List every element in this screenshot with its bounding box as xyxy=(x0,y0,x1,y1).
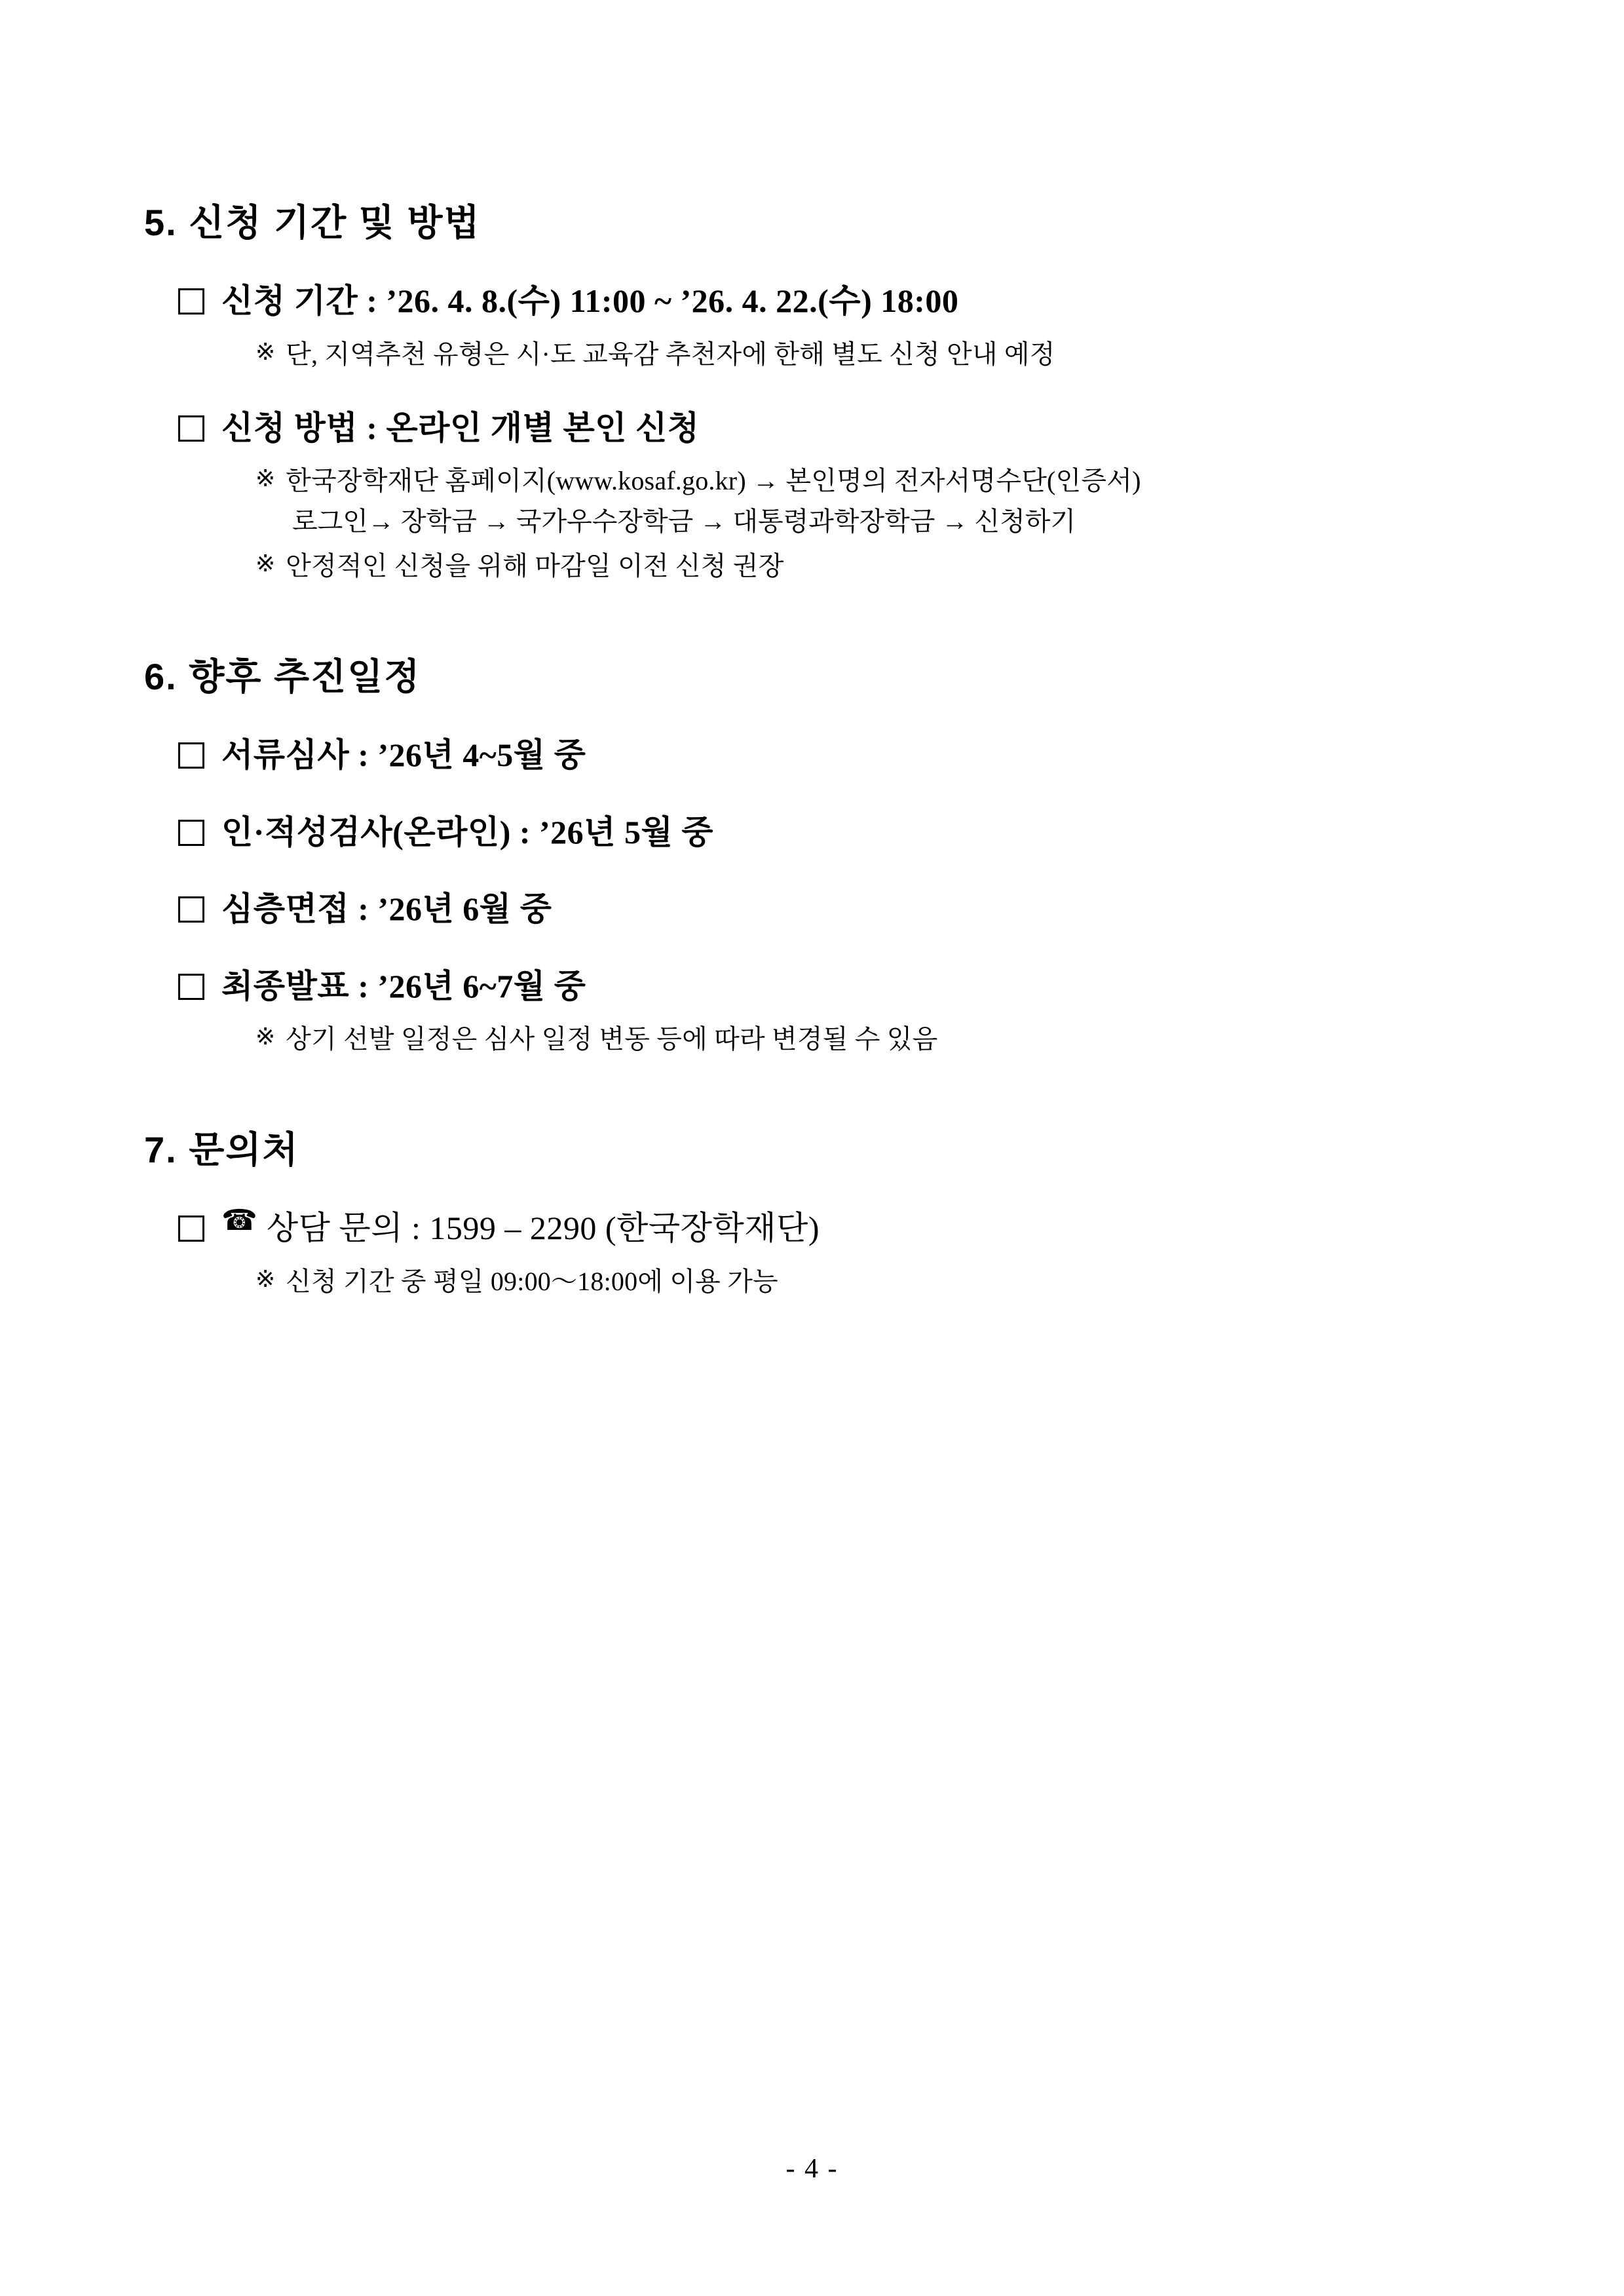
checkbox-icon xyxy=(178,288,204,315)
checkbox-icon xyxy=(178,1215,204,1242)
bullet-label: 신청 기간 : ’26. 4. 8.(수) 11:00 ~ ’26. 4. 22.(수) 18:00 xyxy=(221,282,959,319)
note-text: 안정적인 신청을 위해 마감일 이전 신청 권장 xyxy=(286,551,784,581)
bullet-label: 최종발표 : ’26년 6~7월 중 xyxy=(221,967,586,1004)
note-text-continued: 로그인→ 장학금 → 국가우수장학금 → 대통령과학장학금 → 신청하기 xyxy=(292,507,1076,536)
reference-mark-icon: ※ xyxy=(255,1265,276,1292)
page-number: - 4 - xyxy=(785,2154,839,2184)
note-line xyxy=(144,547,1480,585)
section-heading-7: 7. 문의처 xyxy=(144,1129,299,1170)
section-heading-5: 5. 신청 기간 및 방법 xyxy=(144,202,481,243)
bullet-item-application-method xyxy=(144,406,1480,451)
note-text: 상기 선발 일정은 심사 일정 변동 등에 따라 변경될 수 있음 xyxy=(286,1024,938,1054)
checkbox-icon xyxy=(178,742,204,769)
reference-mark-icon: ※ xyxy=(255,338,276,365)
bullet-item-document-review xyxy=(144,733,1480,778)
note-text: 단, 지역추천 유형은 시·도 교육감 추천자에 한해 별도 신청 안내 예정 xyxy=(286,339,1055,369)
bullet-label: 신청 방법 : 온라인 개별 본인 신청 xyxy=(221,409,700,446)
note-line xyxy=(144,462,1480,500)
reference-mark-icon: ※ xyxy=(255,1024,276,1050)
telephone-icon: ☎ xyxy=(221,1204,257,1236)
note-text: 신청 기간 중 평일 09:00～18:00에 이용 가능 xyxy=(286,1266,778,1296)
checkbox-icon xyxy=(178,896,204,923)
bullet-item-contact xyxy=(144,1206,1480,1251)
bullet-item-application-period xyxy=(144,279,1480,324)
bullet-label: 인·적성검사(온라인) : ’26년 5월 중 xyxy=(221,813,714,851)
checkbox-icon xyxy=(178,974,204,1000)
bullet-item-final-announcement xyxy=(144,965,1480,1009)
section-heading-6: 6. 향후 추진일정 xyxy=(144,656,421,697)
checkbox-icon xyxy=(178,820,204,846)
note-text: 한국장학재단 홈페이지(www.kosaf.go.kr) → 본인명의 전자서명수단(인증서) xyxy=(286,466,1141,495)
bullet-label: 상담 문의 : 1599 – 2290 (한국장학재단) xyxy=(266,1210,820,1246)
checkbox-icon xyxy=(178,415,204,442)
bullet-item-aptitude-test xyxy=(144,811,1480,855)
bullet-label: 심층면접 : ’26년 6월 중 xyxy=(221,890,552,927)
bullet-item-in-depth-interview xyxy=(144,887,1480,932)
reference-mark-icon: ※ xyxy=(255,550,276,577)
note-line xyxy=(144,1020,1480,1058)
note-line xyxy=(144,1263,1480,1301)
note-line xyxy=(144,335,1480,373)
reference-mark-icon: ※ xyxy=(255,465,276,491)
bullet-label: 서류심사 : ’26년 4~5월 중 xyxy=(221,737,586,773)
